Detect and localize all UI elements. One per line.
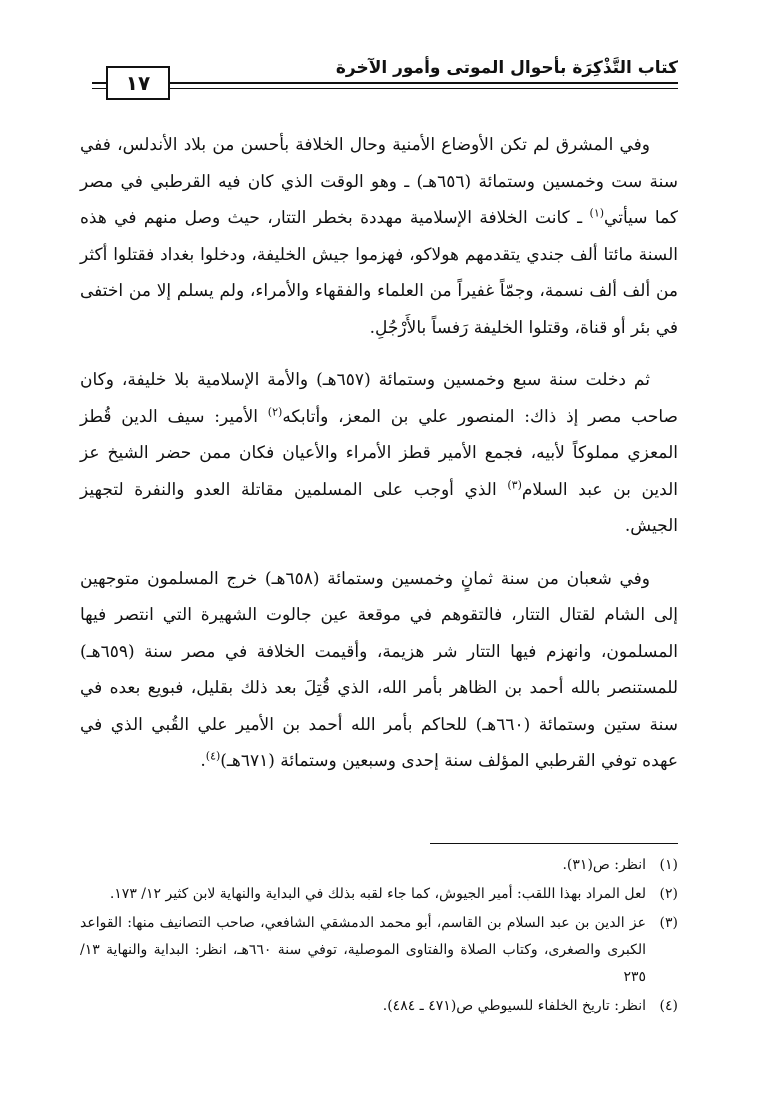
header-rule-thin <box>92 88 678 89</box>
text-segment: . <box>200 751 206 771</box>
paragraph <box>80 127 678 346</box>
footnote-text: انظر: ص(٣١). <box>562 857 646 873</box>
footnotes <box>80 852 678 1022</box>
footnote-item <box>80 881 678 908</box>
footnote-item <box>80 910 678 991</box>
footnote-number: (١) <box>659 857 678 873</box>
book-title: كتاب التَّذْكِرَة بأحوال الموتى وأمور الآخرة <box>335 58 678 78</box>
footnote-number: (٤) <box>659 998 678 1014</box>
footnote-text: انظر: تاريخ الخلفاء للسيوطي ص(٤٧١ ـ ٤٨٤). <box>382 998 646 1014</box>
footnote-ref[interactable]: (١) <box>589 206 605 220</box>
footnote-item <box>80 993 678 1020</box>
text-segment: ثم دخلت سنة سبع وخمسين وستمائة (٦٥٧هـ) والأمة الإسلامية بلا خليفة، وكان صاحب مصر إذ ذاك: المنصور علي بن المعز، وأتابكه <box>80 370 678 427</box>
footnote-text: عز الدين بن عبد السلام بن القاسم، أبو محمد الدمشقي الشافعي، صاحب التصانيف منها: القواعد الكبرى والصغرى، وكتاب الصلاة والفتاوى الموصلية، توفي سنة ٦٦٠هـ، انظر: البداية والنهاية ١٣/ ٢٣٥ <box>80 915 646 985</box>
text-segment: ـ كانت الخلافة الإسلامية مهددة بخطر التتار، حيث وصل منهم في هذه السنة مائتا ألف جندي يتقدمهم هولاكو، فهزموا جيش الخليفة، ودخلوا بغداد فقتلوا أكثر من ألف ألف نسمة، وجمّاً غفيراً من العلماء والفقهاء والأمراء، ولم يسلم إلا من اختفى في بئر أو قناة، وقتلوا الخليفة رَفساً بالأَرْجُلِ. <box>80 208 678 338</box>
paragraph <box>80 362 678 545</box>
footnote-divider <box>430 843 678 844</box>
footnote-number: (٢) <box>659 886 678 902</box>
page-header <box>92 52 678 95</box>
footnote-ref[interactable]: (٣) <box>507 477 522 491</box>
page-number: ١٧ <box>106 66 170 100</box>
text-segment: الذي أوجب على المسلمين مقاتلة العدو والنفرة لتجهيز الجيش. <box>80 479 678 536</box>
text-segment: وفي المشرق لم تكن الأوضاع الأمنية وحال الخلافة بأحسن من بلاد الأندلس، ففي سنة ست وخمسين وستمائة (٦٥٦هـ) ـ وهو الوقت الذي كان فيه القرطبي في مصر كما سيأتي <box>80 135 678 228</box>
footnote-ref[interactable]: (٤) <box>205 749 221 763</box>
text-segment: وفي شعبان من سنة ثمانٍ وخمسين وستمائة (٦٥٨هـ) خرج المسلمون متوجهين إلى الشام لقتال التتار، فالتقوهم في موقعة عين جالوت الشهيرة التي انتصر فيها المسلمون، وانهزم فيها التتار شر هزيمة، وأقيمت الخلافة في مصر سنة (٦٥٩هـ) للمستنصر بالله أحمد بن الظاهر بأمر الله، الذي قُتِلَ بعد ذلك بقليل، فبويع بعده في سنة ستين وستمائة (٦٦٠هـ) للحاكم بأمر الله أحمد بن الأمير علي القُبي الذي في عهده توفي القرطبي المؤلف سنة إحدى وسبعين وستمائة (٦٧١هـ) <box>80 568 678 771</box>
footnote-number: (٣) <box>659 915 678 931</box>
footnote-item <box>80 852 678 879</box>
main-text <box>80 127 678 780</box>
header-rule-thick <box>92 82 678 84</box>
paragraph <box>80 561 678 780</box>
text-segment: الأمير: سيف الدين قُطز المعزي مملوكاً لأبيه، فجمع الأمير قطز الأمراء والأعيان فكان ممن حضر الشيخ عز الدين بن عبد السلام <box>80 406 678 500</box>
footnote-text: لعل المراد بهذا اللقب: أمير الجيوش، كما جاء لقبه بذلك في البداية والنهاية لابن كثير ١٢/ ١٧٣. <box>109 886 646 902</box>
footnote-ref[interactable]: (٢) <box>267 404 283 418</box>
